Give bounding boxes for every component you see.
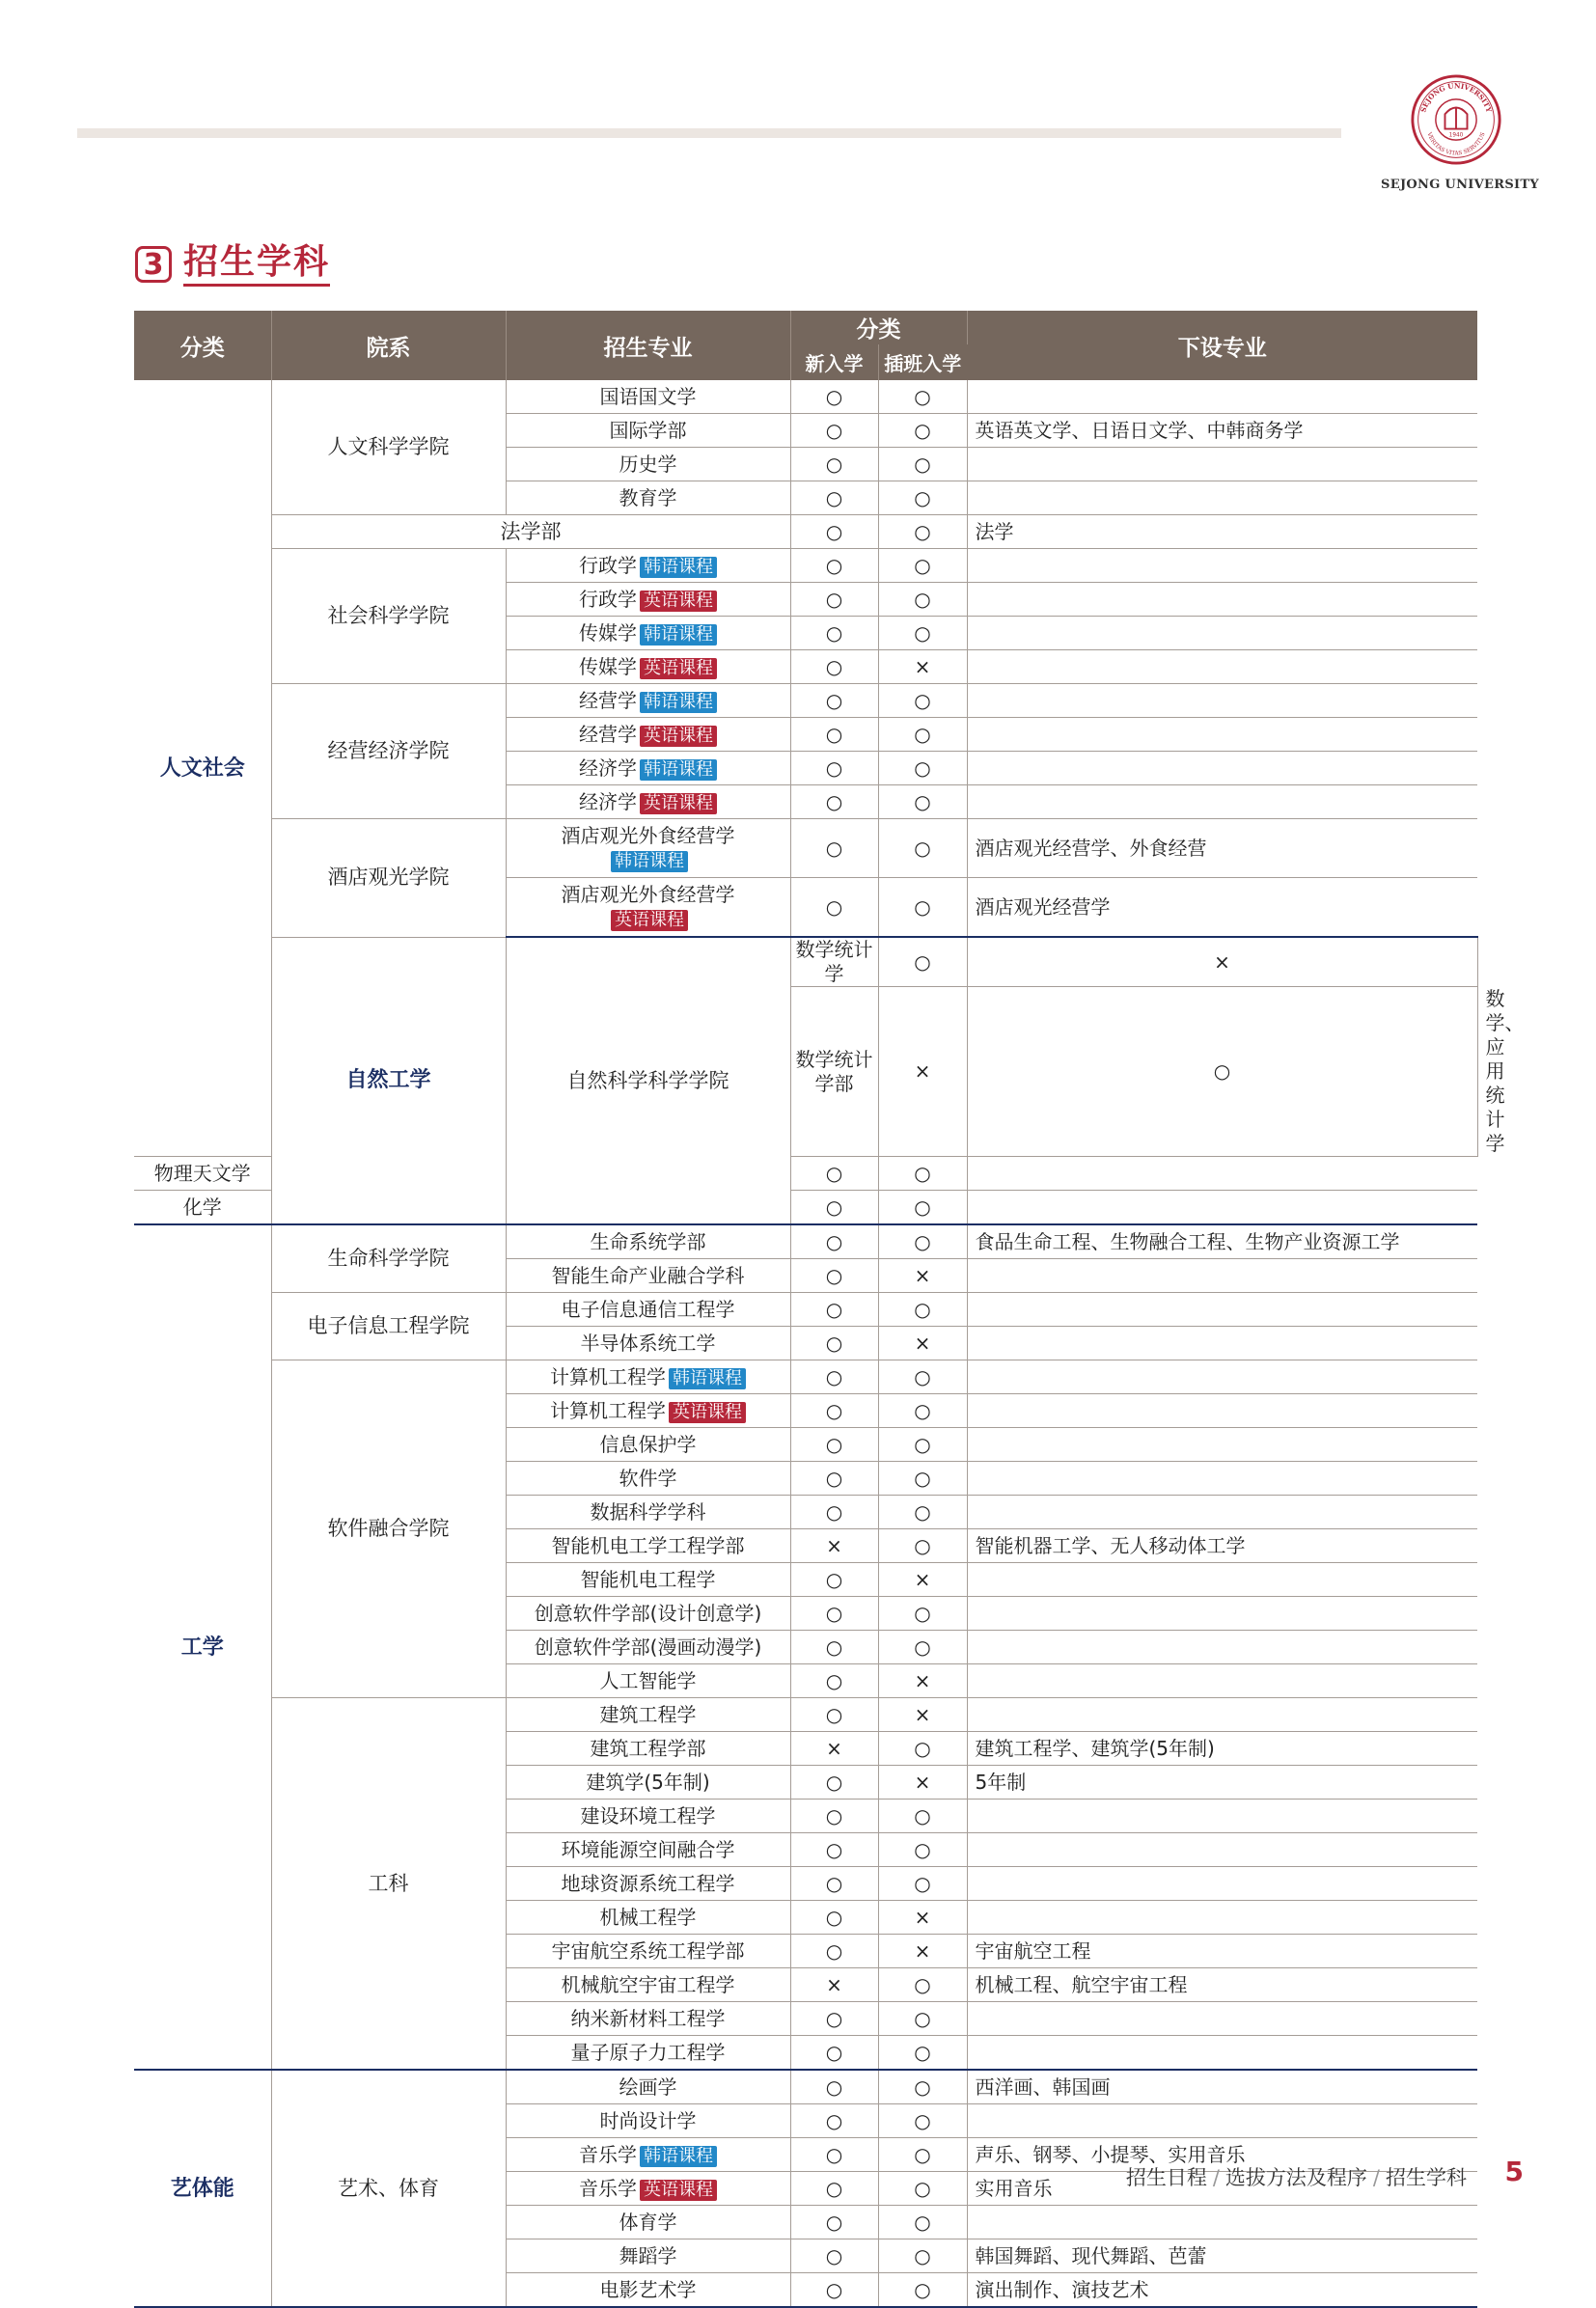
- new-mark: ○: [790, 684, 878, 718]
- new-mark: ○: [790, 752, 878, 785]
- transfer-mark: ○: [878, 2002, 967, 2036]
- transfer-mark: ○: [878, 785, 967, 819]
- sub-major-cell: [967, 448, 1477, 481]
- transfer-mark: ○: [878, 617, 967, 650]
- major-cell: 宇宙航空系统工程学部: [506, 1935, 790, 1968]
- transfer-mark: ○: [878, 1224, 967, 1259]
- transfer-mark: ○: [878, 2104, 967, 2138]
- sub-major-cell: [967, 1293, 1477, 1327]
- major-cell: 行政学 英语课程: [506, 583, 790, 617]
- transfer-mark: ○: [878, 1968, 967, 2002]
- major-cell: 生命系统学部: [506, 1224, 790, 1259]
- header-college: 院系: [271, 311, 506, 380]
- transfer-mark: ○: [878, 2036, 967, 2071]
- transfer-mark: ×: [878, 1901, 967, 1935]
- transfer-mark: ○: [878, 515, 967, 549]
- transfer-mark: ○: [878, 1293, 967, 1327]
- new-mark: ○: [790, 1293, 878, 1327]
- major-cell: 地球资源系统工程学: [506, 1867, 790, 1901]
- header-major: 招生专业: [506, 311, 790, 380]
- sub-major-cell: [967, 1394, 1477, 1428]
- university-seal-logo: [1410, 73, 1502, 166]
- new-mark: ○: [790, 785, 878, 819]
- transfer-mark: ○: [878, 1867, 967, 1901]
- major-cell: 经济学 韩语课程: [506, 752, 790, 785]
- english-course-tag: 英语课程: [640, 2180, 717, 2201]
- section-heading: [135, 239, 330, 289]
- new-mark: ○: [790, 2172, 878, 2206]
- transfer-mark: ○: [878, 2206, 967, 2239]
- transfer-mark: ×: [967, 937, 1477, 987]
- sub-major-cell: [967, 718, 1477, 752]
- sub-major-cell: 法学: [967, 515, 1477, 549]
- transfer-mark: ○: [878, 1191, 967, 1225]
- major-cell: 体育学: [506, 2206, 790, 2239]
- seal-bottom-text: VERITAS VITAS SERVITUS: [1425, 131, 1487, 157]
- new-mark: ○: [790, 1360, 878, 1394]
- new-mark: ○: [790, 1428, 878, 1462]
- sub-major-cell: [967, 1664, 1477, 1698]
- new-mark: ○: [790, 2002, 878, 2036]
- sub-major-cell: 英语英文学、日语日文学、中韩商务学: [967, 414, 1477, 448]
- new-mark: ○: [790, 1224, 878, 1259]
- college-life-science: 生命科学学院: [271, 1224, 506, 1293]
- sub-major-cell: 酒店观光经营学、外食经营: [967, 819, 1477, 878]
- sub-major-cell: [967, 1327, 1477, 1360]
- category-humanities: 人文社会: [134, 380, 271, 1157]
- sub-major-cell: [967, 1191, 1477, 1225]
- new-mark: ○: [790, 2070, 878, 2104]
- transfer-mark: ○: [878, 380, 967, 414]
- transfer-mark: ○: [878, 2239, 967, 2273]
- sub-major-cell: 机械工程、航空宇宙工程: [967, 1968, 1477, 2002]
- transfer-mark: ○: [967, 987, 1477, 1157]
- new-mark: ○: [790, 718, 878, 752]
- major-cell: 传媒学 英语课程: [506, 650, 790, 684]
- major-cell: 时尚设计学: [506, 2104, 790, 2138]
- new-mark: ○: [790, 819, 878, 878]
- major-cell: 机械航空宇宙工程学: [506, 1968, 790, 2002]
- sub-major-cell: [967, 1867, 1477, 1901]
- major-cell: 建筑工程学: [506, 1698, 790, 1732]
- sub-major-cell: [967, 1259, 1477, 1293]
- sub-major-cell: 酒店观光经营学: [967, 878, 1477, 938]
- sub-major-cell: [967, 2036, 1477, 2071]
- sub-major-cell: [967, 549, 1477, 583]
- sub-major-cell: 宇宙航空工程: [967, 1935, 1477, 1968]
- english-course-tag: 英语课程: [640, 658, 717, 679]
- sub-major-cell: 实用音乐: [967, 2172, 1477, 2206]
- table-row: [134, 1698, 1477, 1732]
- major-cell: 舞蹈学: [506, 2239, 790, 2273]
- transfer-mark: ×: [878, 1664, 967, 1698]
- transfer-mark: ○: [878, 718, 967, 752]
- header-sub-majors: 下设专业: [967, 311, 1477, 380]
- sub-major-cell: [967, 1698, 1477, 1732]
- major-cell: 经营学 英语课程: [506, 718, 790, 752]
- korean-course-tag: 韩语课程: [640, 759, 717, 781]
- new-mark: ○: [790, 1766, 878, 1800]
- major-cell: 行政学 韩语课程: [506, 549, 790, 583]
- major-cell: 绘画学: [506, 2070, 790, 2104]
- major-cell: 经营学 韩语课程: [506, 684, 790, 718]
- transfer-mark: ○: [878, 1428, 967, 1462]
- transfer-mark: ○: [878, 878, 967, 938]
- new-mark: ○: [790, 2104, 878, 2138]
- new-mark: ○: [790, 1563, 878, 1597]
- new-mark: ○: [790, 617, 878, 650]
- major-cell: 智能机电工学工程学部: [506, 1529, 790, 1563]
- transfer-mark: ○: [878, 448, 967, 481]
- new-mark: ○: [790, 1631, 878, 1664]
- transfer-mark: ○: [878, 583, 967, 617]
- breadcrumb-majors[interactable]: 招生学科: [1386, 2166, 1467, 2189]
- transfer-mark: ○: [878, 1360, 967, 1394]
- breadcrumb-separator: /: [1372, 2166, 1380, 2189]
- transfer-mark: ○: [878, 1529, 967, 1563]
- category-engineering: 工学: [134, 1224, 271, 2070]
- major-cell: 教育学: [506, 481, 790, 515]
- page-number: 5: [1504, 2156, 1524, 2187]
- major-cell: 经济学 英语课程: [506, 785, 790, 819]
- new-mark: ○: [790, 583, 878, 617]
- transfer-mark: ○: [878, 1631, 967, 1664]
- transfer-mark: ○: [878, 819, 967, 878]
- college-business-economics: 经营经济学院: [271, 684, 506, 819]
- college-natural-science: 自然科学科学学院: [506, 937, 790, 1224]
- new-mark: ○: [790, 1698, 878, 1732]
- korean-course-tag: 韩语课程: [640, 624, 717, 646]
- sub-major-cell: [967, 1462, 1477, 1496]
- seal-top-text: SEJONG UNIVERSITY: [1418, 81, 1494, 114]
- new-mark: ○: [790, 1867, 878, 1901]
- transfer-mark: ○: [878, 2138, 967, 2172]
- seal-year: 1940: [1448, 132, 1464, 139]
- transfer-mark: ×: [878, 650, 967, 684]
- major-cell: 电子信息通信工程学: [506, 1293, 790, 1327]
- english-course-tag: 英语课程: [669, 1402, 746, 1423]
- college-software-convergence: 软件融合学院: [271, 1360, 506, 1698]
- new-mark: ○: [790, 1157, 878, 1191]
- major-cell: 智能机电工程学: [506, 1563, 790, 1597]
- table-row: [134, 937, 1477, 987]
- transfer-mark: ○: [878, 1833, 967, 1867]
- sub-major-cell: [967, 1563, 1477, 1597]
- major-cell: 酒店观光外食经营学 韩语课程: [506, 819, 790, 878]
- new-mark: ○: [790, 448, 878, 481]
- breadcrumb-schedule[interactable]: 招生日程: [1125, 2166, 1207, 2189]
- major-cell: 建筑工程学部: [506, 1732, 790, 1766]
- sub-major-cell: [967, 1428, 1477, 1462]
- header-type: 分类: [790, 311, 967, 344]
- transfer-mark: ○: [878, 684, 967, 718]
- sub-major-cell: [967, 1496, 1477, 1529]
- new-mark: ×: [790, 1968, 878, 2002]
- major-cell: 建筑学(5年制): [506, 1766, 790, 1800]
- college-arts-sports: 艺术、体育: [271, 2070, 506, 2307]
- new-mark: ○: [790, 1394, 878, 1428]
- college-electronic-info: 电子信息工程学院: [271, 1293, 506, 1360]
- transfer-mark: ×: [878, 1259, 967, 1293]
- transfer-mark: ○: [878, 1496, 967, 1529]
- college-social-science: 社会科学学院: [271, 549, 506, 684]
- sub-major-cell: 声乐、钢琴、小提琴、实用音乐: [967, 2138, 1477, 2172]
- new-mark: ○: [790, 1496, 878, 1529]
- header-transfer-admission: 插班入学: [878, 344, 967, 380]
- breadcrumb-selection-method[interactable]: 选拔方法及程序: [1225, 2166, 1367, 2189]
- korean-course-tag: 韩语课程: [640, 557, 717, 578]
- footer-breadcrumb: [1126, 2162, 1467, 2191]
- breadcrumb-separator: /: [1212, 2166, 1220, 2189]
- transfer-mark: ×: [878, 1698, 967, 1732]
- major-cell: 信息保护学: [506, 1428, 790, 1462]
- transfer-mark: ×: [878, 1766, 967, 1800]
- new-mark: ○: [790, 1800, 878, 1833]
- header-new-admission: 新入学: [790, 344, 878, 380]
- sub-major-cell: 韩国舞蹈、现代舞蹈、芭蕾: [967, 2239, 1477, 2273]
- sub-major-cell: [967, 1631, 1477, 1664]
- new-mark: ○: [790, 1664, 878, 1698]
- college-humanities: 人文科学学院: [271, 380, 506, 515]
- sub-major-cell: [967, 1800, 1477, 1833]
- transfer-mark: ×: [878, 1327, 967, 1360]
- section-title: 招生学科: [183, 243, 330, 287]
- transfer-mark: ×: [878, 1563, 967, 1597]
- english-course-tag: 英语课程: [640, 726, 717, 747]
- new-mark: ○: [790, 380, 878, 414]
- transfer-mark: ○: [878, 2273, 967, 2308]
- sub-major-cell: [967, 752, 1477, 785]
- transfer-mark: ○: [878, 1800, 967, 1833]
- major-cell: 计算机工程学 韩语课程: [506, 1360, 790, 1394]
- major-cell: 音乐学 韩语课程: [506, 2138, 790, 2172]
- major-cell: 数学统计学部: [790, 987, 878, 1157]
- top-decorative-bar: [77, 128, 1341, 138]
- table-row: 数学统计学部 × ○ 数学、应用统计学: [134, 987, 1477, 1157]
- college-hospitality-tourism: 酒店观光学院: [271, 819, 506, 938]
- major-cell: 历史学: [506, 448, 790, 481]
- new-mark: ○: [790, 1833, 878, 1867]
- english-course-tag: 英语课程: [640, 793, 717, 814]
- major-cell: 计算机工程学 英语课程: [506, 1394, 790, 1428]
- major-cell: 环境能源空间融合学: [506, 1833, 790, 1867]
- transfer-mark: ○: [878, 1157, 967, 1191]
- new-mark: ○: [790, 2239, 878, 2273]
- table-row: [134, 1360, 1477, 1394]
- new-mark: ○: [790, 650, 878, 684]
- major-cell: 创意软件学部(漫画动漫学): [506, 1631, 790, 1664]
- college-law: 法学部: [271, 515, 790, 549]
- transfer-mark: ○: [878, 752, 967, 785]
- new-mark: ○: [878, 937, 967, 987]
- university-name: SEJONG UNIVERSITY: [1381, 178, 1539, 192]
- new-mark: ○: [790, 1462, 878, 1496]
- sub-major-cell: [967, 1901, 1477, 1935]
- major-cell: 半导体系统工学: [506, 1327, 790, 1360]
- major-cell: 软件学: [506, 1462, 790, 1496]
- sub-major-cell: [967, 380, 1477, 414]
- new-mark: ○: [790, 549, 878, 583]
- korean-course-tag: 韩语课程: [669, 1368, 746, 1389]
- major-cell: 电影艺术学: [506, 2273, 790, 2308]
- header-category: 分类: [134, 311, 271, 380]
- new-mark: ○: [790, 1327, 878, 1360]
- new-mark: ○: [790, 878, 878, 938]
- table-row: [134, 819, 1477, 878]
- new-mark: ○: [790, 414, 878, 448]
- transfer-mark: ○: [878, 2172, 967, 2206]
- transfer-mark: ○: [878, 549, 967, 583]
- transfer-mark: ○: [878, 2070, 967, 2104]
- major-cell: 创意软件学部(设计创意学): [506, 1597, 790, 1631]
- major-cell: 数学统计学: [790, 937, 878, 987]
- category-arts-sports: 艺体能: [134, 2070, 271, 2307]
- major-cell: 纳米新材料工程学: [506, 2002, 790, 2036]
- major-cell: 化学: [134, 1191, 271, 1225]
- major-cell: 物理天文学: [134, 1157, 271, 1191]
- new-mark: ○: [790, 481, 878, 515]
- major-cell: 音乐学 英语课程: [506, 2172, 790, 2206]
- major-cell: 国语国文学: [506, 380, 790, 414]
- major-cell: 传媒学 韩语课程: [506, 617, 790, 650]
- major-cell: 人工智能学: [506, 1664, 790, 1698]
- sub-major-cell: [967, 1597, 1477, 1631]
- sub-major-cell: 西洋画、韩国画: [967, 2070, 1477, 2104]
- sub-major-cell: [967, 684, 1477, 718]
- english-course-tag: 英语课程: [640, 591, 717, 612]
- sub-major-cell: [967, 617, 1477, 650]
- new-mark: ×: [878, 987, 967, 1157]
- table-row: [134, 380, 1477, 414]
- korean-course-tag: 韩语课程: [640, 692, 717, 713]
- new-mark: ○: [790, 515, 878, 549]
- new-mark: ○: [790, 1935, 878, 1968]
- admission-majors-table: [134, 311, 1525, 2308]
- table-row: [134, 1224, 1477, 1259]
- new-mark: ×: [790, 1529, 878, 1563]
- transfer-mark: ○: [878, 1732, 967, 1766]
- section-number: 3: [135, 246, 172, 283]
- category-natural-science: 自然工学: [271, 937, 506, 1224]
- new-mark: ○: [790, 2138, 878, 2172]
- sub-major-cell: [967, 650, 1477, 684]
- transfer-mark: ○: [878, 1597, 967, 1631]
- sub-major-cell: 建筑工程学、建筑学(5年制): [967, 1732, 1477, 1766]
- table-row: [134, 2070, 1477, 2104]
- sub-major-cell: [967, 1833, 1477, 1867]
- sub-major-cell: 演出制作、演技艺术: [967, 2273, 1477, 2308]
- sub-major-cell: [967, 2206, 1477, 2239]
- new-mark: ○: [790, 2036, 878, 2071]
- korean-course-tag: 韩语课程: [640, 2146, 717, 2167]
- table-row: [134, 515, 1477, 549]
- major-cell: 量子原子力工程学: [506, 2036, 790, 2071]
- major-cell: 建设环境工程学: [506, 1800, 790, 1833]
- college-engineering: 工科: [271, 1698, 506, 2071]
- korean-course-tag: 韩语课程: [611, 851, 688, 872]
- transfer-mark: ○: [878, 481, 967, 515]
- sub-major-cell: [967, 481, 1477, 515]
- new-mark: ×: [790, 1732, 878, 1766]
- new-mark: ○: [790, 2273, 878, 2308]
- sub-major-cell: [967, 2104, 1477, 2138]
- major-cell: 机械工程学: [506, 1901, 790, 1935]
- sub-major-cell: 食品生命工程、生物融合工程、生物产业资源工学: [967, 1224, 1477, 1259]
- major-cell: 数据科学学科: [506, 1496, 790, 1529]
- major-cell: 酒店观光外食经营学 英语课程: [506, 878, 790, 938]
- new-mark: ○: [790, 2206, 878, 2239]
- major-cell: 国际学部: [506, 414, 790, 448]
- sub-major-cell: [967, 583, 1477, 617]
- sub-major-cell: [967, 1157, 1477, 1191]
- table-row: [134, 684, 1477, 718]
- transfer-mark: ○: [878, 414, 967, 448]
- new-mark: ○: [790, 1191, 878, 1225]
- table-row: [134, 549, 1477, 583]
- sub-major-cell: 智能机器工学、无人移动体工学: [967, 1529, 1477, 1563]
- new-mark: ○: [790, 1597, 878, 1631]
- new-mark: ○: [790, 1259, 878, 1293]
- sub-major-cell: [967, 2002, 1477, 2036]
- new-mark: ○: [790, 1901, 878, 1935]
- sub-major-cell: [967, 1360, 1477, 1394]
- transfer-mark: ×: [878, 1935, 967, 1968]
- sub-major-cell: 5年制: [967, 1766, 1477, 1800]
- major-cell: 智能生命产业融合学科: [506, 1259, 790, 1293]
- english-course-tag: 英语课程: [611, 910, 688, 931]
- table-row: [134, 1293, 1477, 1327]
- transfer-mark: ○: [878, 1462, 967, 1496]
- sub-major-cell: [967, 785, 1477, 819]
- transfer-mark: ○: [878, 1394, 967, 1428]
